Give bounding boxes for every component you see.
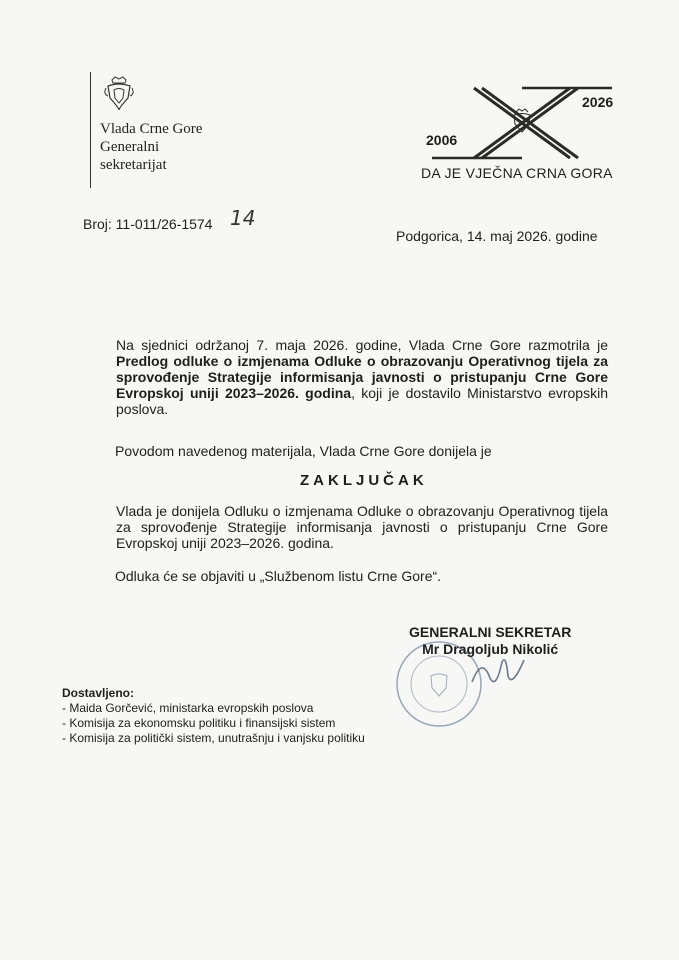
distribution-item: - Maida Gorčević, ministarka evropskih poslova	[62, 701, 314, 715]
distribution-list	[62, 686, 365, 746]
signature-scribble	[468, 652, 528, 692]
document-title: ZAKLJUČAK	[300, 472, 428, 489]
paragraph-decision-text: Vlada je donijela Odluku o izmjenama Odluke o obrazovanju Operativnog tijela za sprovođenje Strategije informisanja javnosti o pristupanju Crne Gore Evropskoj uniji 2023–2026. godina.	[116, 503, 608, 551]
distribution-item: - Komisija za politički sistem, unutrašnju i vanjsku politiku	[62, 731, 365, 745]
anniversary-year-start: 2006	[426, 132, 458, 148]
distribution-title: Dostavljeno:	[62, 686, 135, 700]
paragraph-intro-tail: , koji je dostavilo Ministarstvo evropskih poslova.	[116, 385, 608, 417]
org-line: Vlada Crne Gore	[100, 121, 203, 137]
signatory-name: Mr Dragoljub Nikolić	[422, 641, 559, 657]
document-number-handwritten: 14	[230, 206, 256, 230]
paragraph-intro-lead: Na sjednici održanoj 7. maja 2026. godine, Vlada Crne Gore razmotrila je	[116, 337, 608, 353]
signature-block	[409, 624, 571, 658]
place-date: Podgorica, 14. maj 2026. godine	[396, 228, 598, 244]
paragraph-publication: Odluka će se objaviti u „Službenom listu Crne Gore“.	[115, 568, 442, 584]
signatory-role: GENERALNI SEKRETAR	[409, 624, 572, 640]
distribution-item: - Komisija za ekonomsku politiku i finansijski sistem	[62, 716, 336, 730]
paragraph-decision	[72, 503, 608, 551]
document-number: Broj: 11-011/26-1574	[83, 216, 213, 232]
organization-name	[100, 120, 202, 174]
paragraph-intro-subject: Predlog odluke o izmjenama Odluke o obrazovanju Operativnog tijela za sprovođenje Strategije informisanja javnosti o pristupanju Crne Gore Evropskoj uniji 2023–2026. godina	[116, 353, 608, 401]
org-line: sekretarijat	[100, 157, 167, 173]
coat-of-arms-icon	[104, 76, 134, 112]
org-line: Generalni	[100, 139, 160, 155]
paragraph-decision-intro: Povodom navedenog materijala, Vlada Crne Gore donijela je	[115, 443, 492, 459]
anniversary-year-end: 2026	[582, 94, 614, 110]
anniversary-motto: DA JE VJEČNA CRNA GORA	[421, 165, 613, 181]
paragraph-intro	[72, 337, 608, 417]
header-divider	[90, 72, 91, 188]
